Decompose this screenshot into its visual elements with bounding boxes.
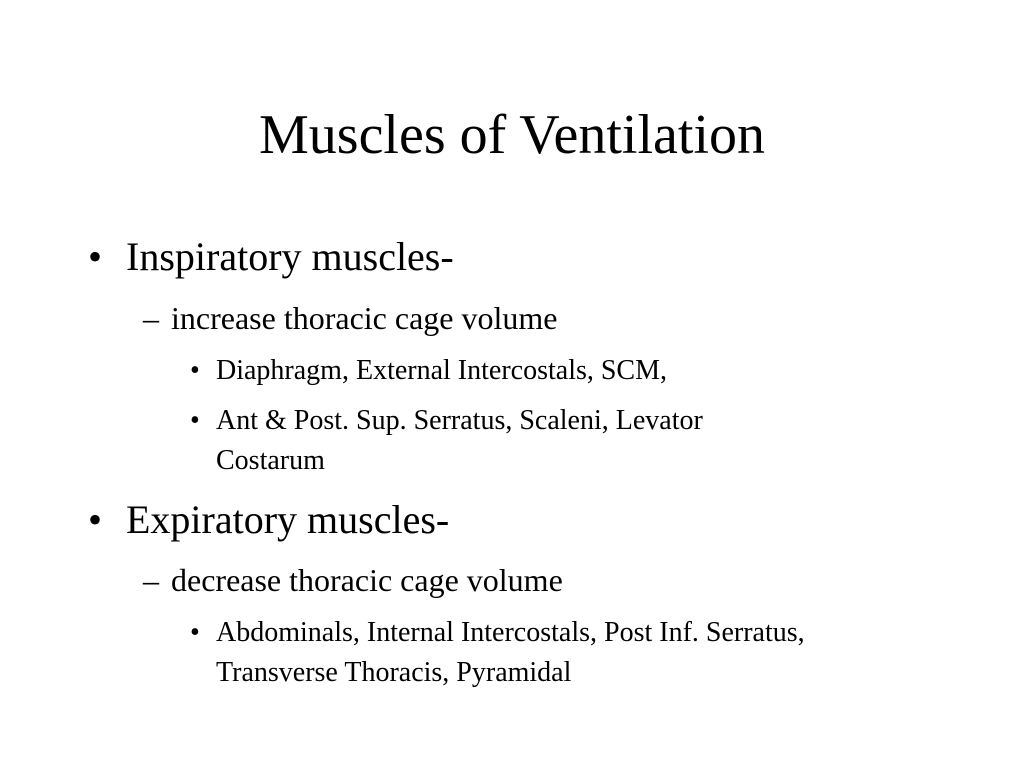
bullet-item-inspiratory [88,233,454,281]
bullet-item-expiratory [88,496,449,544]
sub-item-decrease [143,560,563,600]
detail-item-line: Diaphragm, External Intercostals, SCM, [216,355,668,386]
dash-marker: – [143,300,159,336]
bullet-marker: • [88,497,103,542]
dash-marker: – [143,562,159,598]
bullet-label: Inspiratory muscles- [126,234,454,279]
detail-item-line-continued: Costarum [216,445,325,476]
slide-title: Muscles of Ventilation [258,104,766,166]
detail-item-serratus [190,401,703,481]
sub-item-increase [143,298,557,338]
bullet-marker: • [190,405,200,436]
sub-item-label: decrease thoracic cage volume [171,562,563,598]
bullet-marker: • [88,234,103,279]
bullet-marker: • [190,355,200,386]
detail-item-line: Ant & Post. Sup. Serratus, Scaleni, Levator [216,405,703,436]
detail-item-line: Abdominals, Internal Intercostals, Post Inf. Serratus, [216,617,805,648]
detail-item-abdominals [190,613,805,693]
bullet-marker: • [190,617,200,648]
bullet-label: Expiratory muscles- [126,497,450,542]
detail-item-diaphragm [190,351,667,391]
sub-item-label: increase thoracic cage volume [171,300,558,336]
detail-item-line-continued: Transverse Thoracis, Pyramidal [216,657,572,688]
